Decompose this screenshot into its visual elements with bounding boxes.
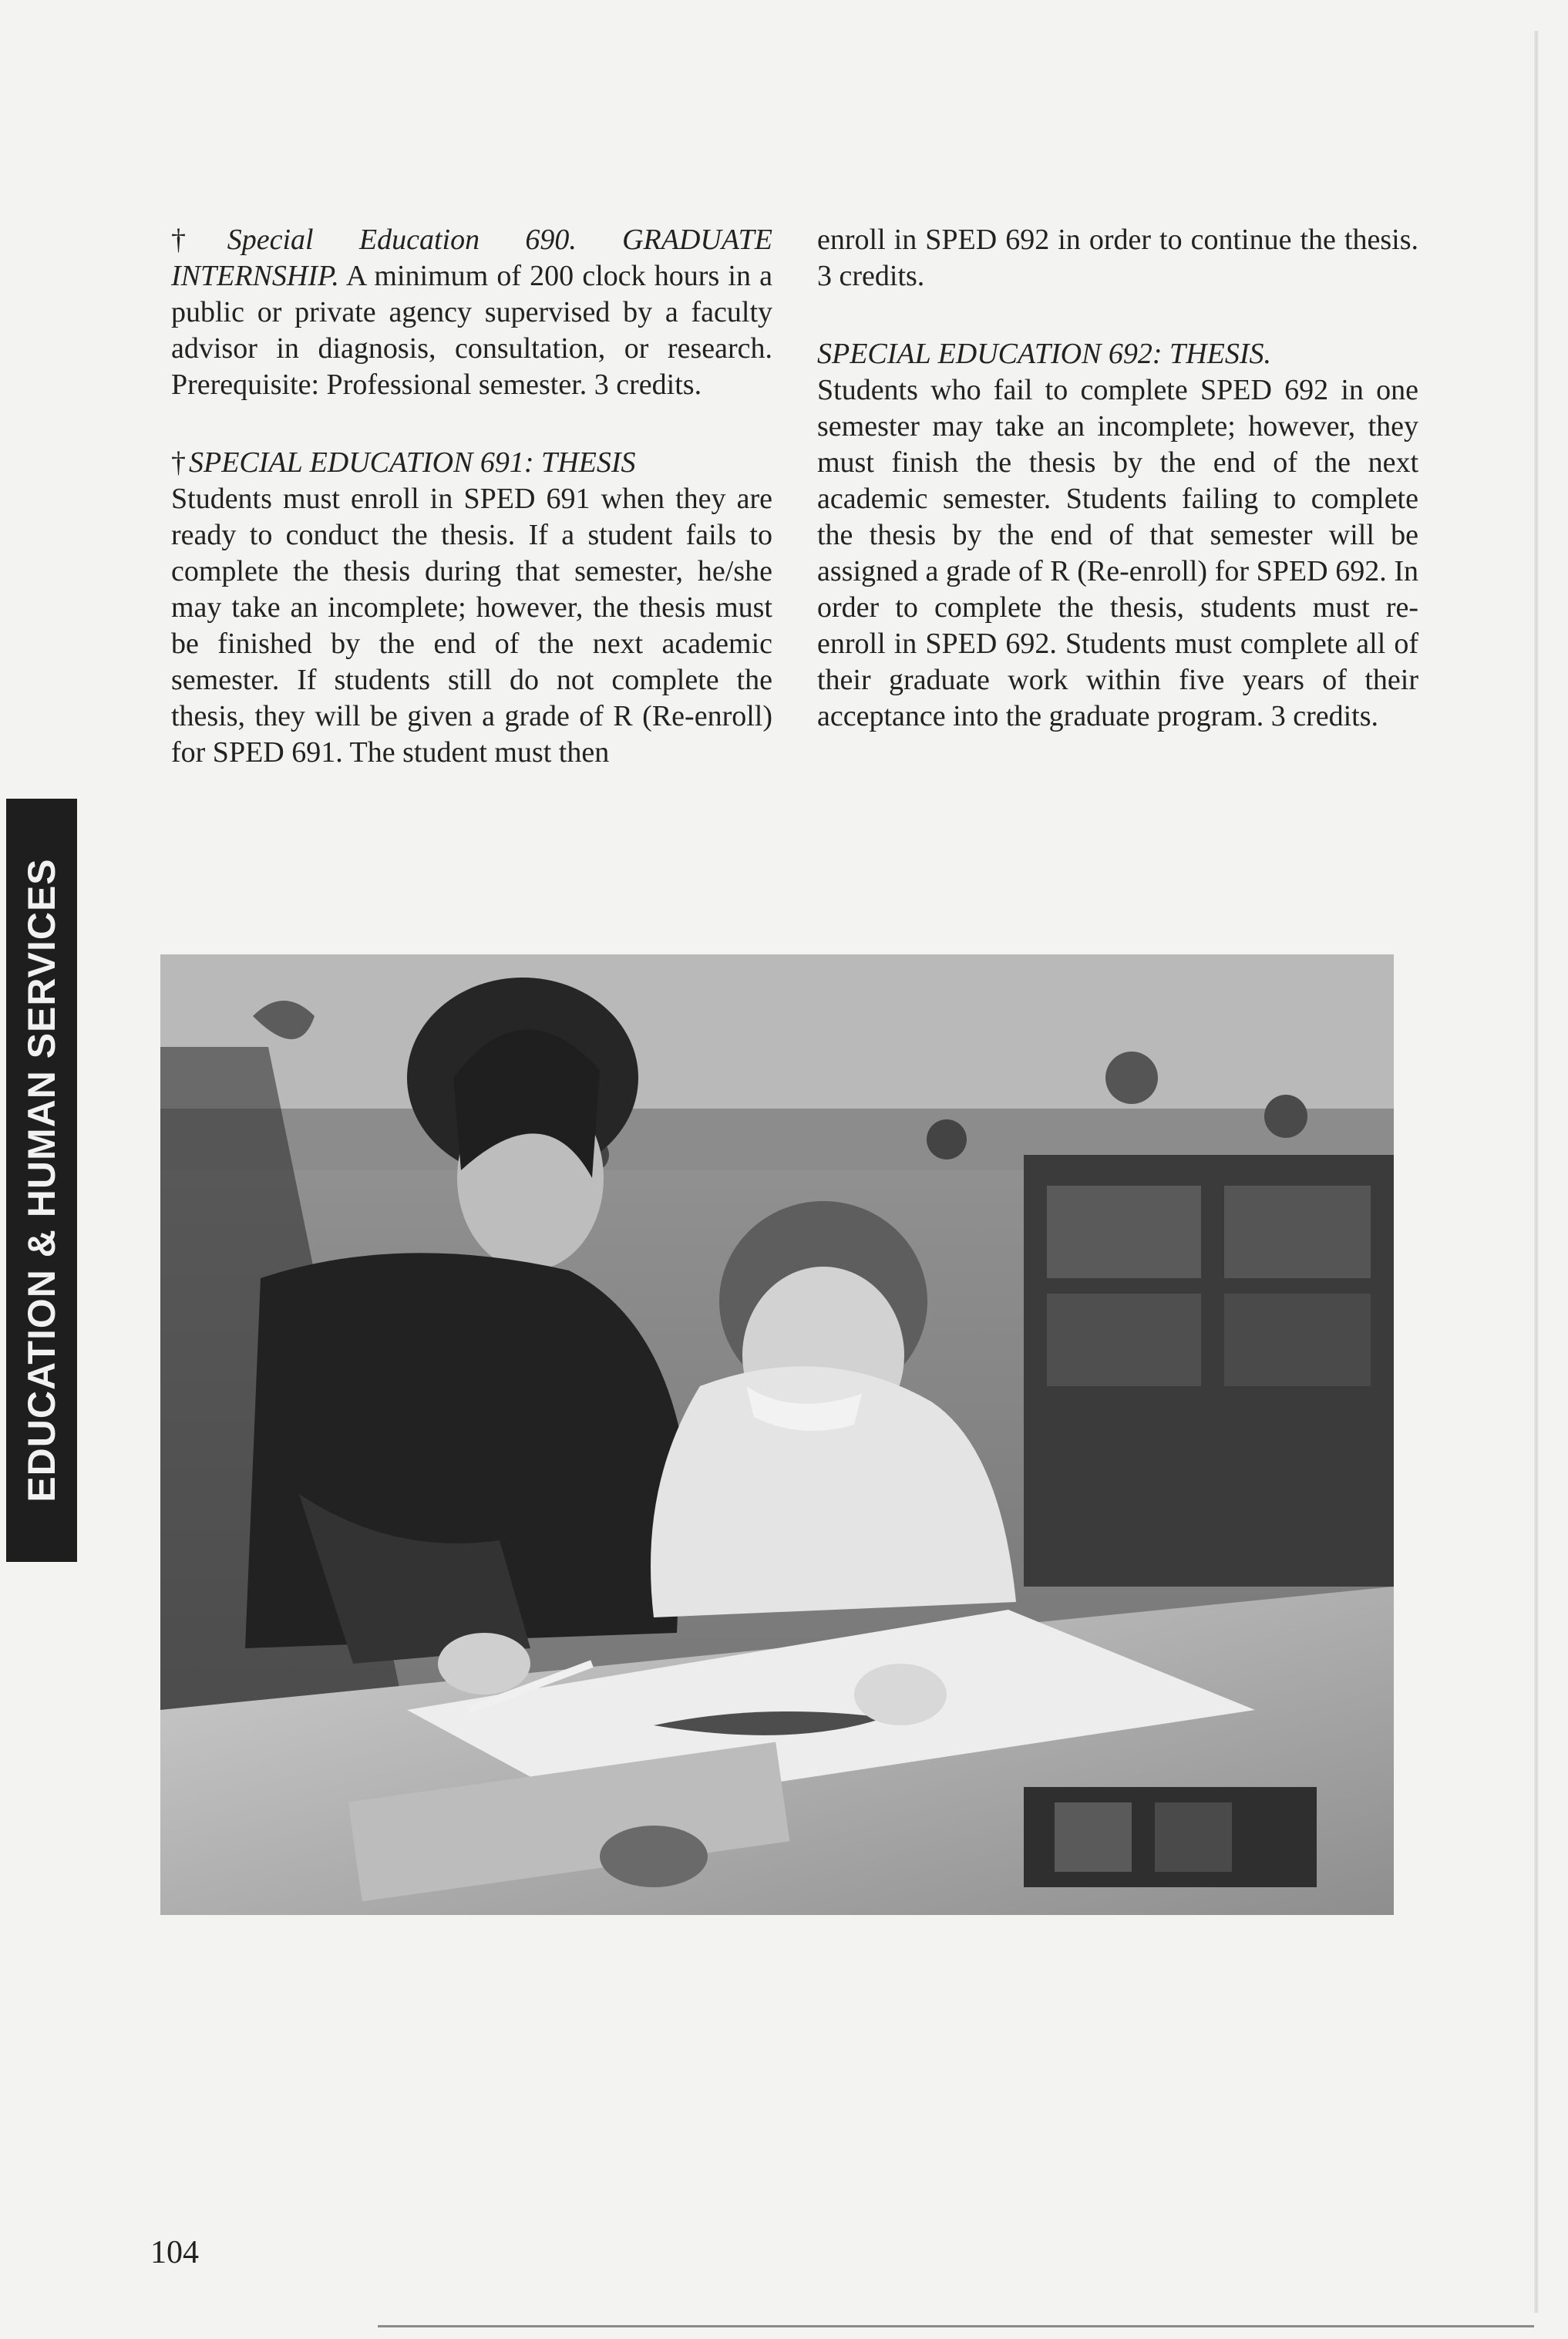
page-edge-shadow xyxy=(1534,31,1539,2313)
course-entry-691 xyxy=(171,445,772,771)
classroom-photo xyxy=(160,954,1394,1915)
dagger-mark: † xyxy=(171,446,186,479)
bottom-rule xyxy=(378,2325,1534,2327)
course-entry-690 xyxy=(171,222,772,403)
course-description-691: Students must enroll in SPED 691 when they are ready to conduct the thesis. If a student fails to complete the thesis during that semester, he/she may take an incomplete; however, the thesis must be finished by the end of the next academic semester. If students still do not complete the thesis, they will be given a grade of R (Re-enroll) for SPED 691. The student must then xyxy=(171,483,772,769)
course-description-690: A minimum of 200 clock hours in a public or private agency supervised by a faculty advisor in diagnosis, consultation, or research. Prerequisite: Professional semester. 3 credits. xyxy=(171,260,772,401)
continuation-text: enroll in SPED 692 in order to continue the thesis. 3 credits. xyxy=(817,224,1418,292)
photo-illustration xyxy=(160,954,1394,1915)
course-description-692: Students who fail to complete SPED 692 in one semester may take an incomplete; however, they must finish the thesis by the end of the next academic semester. Students failing to complete the thesis by the end of that semester will be assigned a grade of R (Re-enroll) for SPED 692. In order to complete the thesis, students must re-enroll in SPED 692. Students must complete all of their graduate work within five years of their acceptance into the graduate program. 3 credits. xyxy=(817,374,1418,732)
page-number: 104 xyxy=(150,2235,199,2270)
course-title-692: SPECIAL EDUCATION 692: THESIS. xyxy=(817,338,1271,370)
course-entry-692 xyxy=(817,336,1418,735)
course-title-690: Special Education 690. GRADUATE INTERNSHIP. xyxy=(171,224,772,292)
right-column xyxy=(817,222,1418,776)
section-side-tab-label: EDUCATION & HUMAN SERVICES xyxy=(20,858,63,1503)
course-691-continuation xyxy=(817,222,1418,294)
course-title-691: SPECIAL EDUCATION 691: THESIS xyxy=(189,446,636,479)
left-column xyxy=(171,222,772,813)
dagger-mark: † xyxy=(171,224,224,256)
